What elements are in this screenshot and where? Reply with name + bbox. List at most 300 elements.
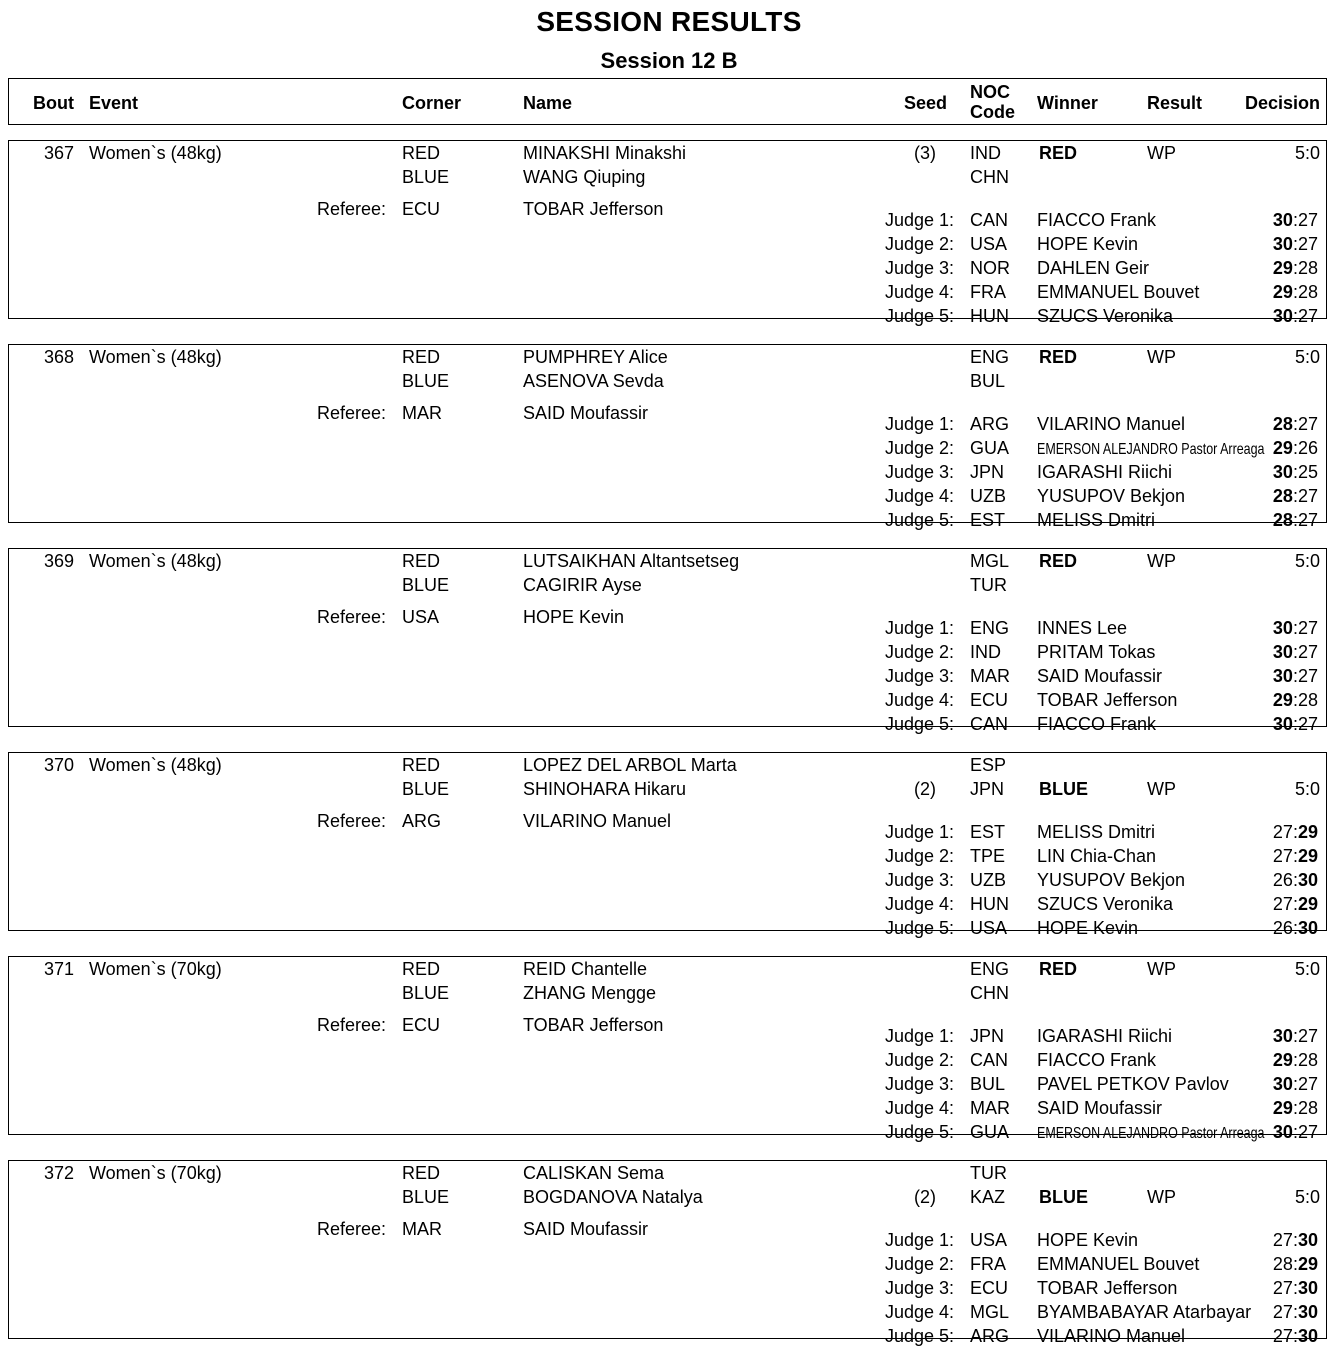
- judge-name: HOPE Kevin: [1037, 918, 1139, 938]
- judge-name: DAHLEN Geir: [1037, 258, 1150, 278]
- judge-label: Judge 2:: [885, 438, 955, 458]
- blue-noc: CHN: [970, 167, 1009, 187]
- judge-name: HOPE Kevin: [1037, 1230, 1139, 1250]
- judge-label: Judge 1:: [885, 618, 955, 638]
- judge-score-red: 30: [1272, 462, 1293, 482]
- score-separator: :: [1292, 870, 1298, 890]
- judge-score-blue: 28: [1297, 282, 1318, 302]
- referee-noc: MAR: [402, 1219, 442, 1239]
- score-separator: :: [1292, 666, 1298, 686]
- judge-name: FIACCO Frank: [1037, 714, 1157, 734]
- referee-noc: ECU: [402, 199, 441, 219]
- referee-name: VILARINO Manuel: [523, 811, 672, 831]
- judge-score-blue: 27: [1297, 1122, 1318, 1142]
- judge-label: Judge 1:: [885, 210, 955, 230]
- referee-label: Referee:: [317, 1219, 387, 1239]
- judge-score: [1273, 1025, 1318, 1047]
- referee-noc: MAR: [402, 403, 442, 423]
- score-separator: :: [1292, 1278, 1298, 1298]
- judge-score-red: 28: [1272, 414, 1293, 434]
- page-subtitle: Session 12 B: [600, 48, 738, 73]
- red-corner-label: RED: [402, 959, 441, 979]
- judge-label: Judge 1:: [885, 1026, 955, 1046]
- score-separator: :: [1292, 462, 1298, 482]
- judge-label: Judge 5:: [885, 918, 955, 938]
- event-name: Women`s (48kg): [89, 755, 222, 775]
- judge-name: SZUCS Veronika: [1037, 894, 1174, 914]
- score-separator: :: [1292, 1326, 1298, 1346]
- judge-score: [1273, 1049, 1318, 1071]
- judge-score-blue: 27: [1297, 1074, 1318, 1094]
- judge-noc: USA: [970, 1230, 1008, 1250]
- judge-label: Judge 2:: [885, 234, 955, 254]
- score-separator: :: [1292, 282, 1298, 302]
- judge-name: FIACCO Frank: [1037, 210, 1157, 230]
- score-separator: :: [1292, 894, 1298, 914]
- judge-noc: UZB: [970, 870, 1006, 890]
- blue-noc: CHN: [970, 983, 1009, 1003]
- judge-noc: ENG: [970, 618, 1010, 638]
- decision-score: 5:0: [1294, 1187, 1320, 1207]
- header-name: Name: [523, 93, 573, 113]
- judge-label: Judge 3:: [885, 258, 955, 278]
- referee-noc: USA: [402, 607, 440, 627]
- score-separator: :: [1292, 510, 1298, 530]
- score-separator: :: [1292, 306, 1298, 326]
- decision-score: 5:0: [1294, 551, 1320, 571]
- judge-name: SAID Moufassir: [1037, 666, 1163, 686]
- judge-noc: ECU: [970, 1278, 1009, 1298]
- judge-score-red: 27: [1272, 1326, 1293, 1346]
- judge-score-blue: 29: [1297, 894, 1318, 914]
- judge-score-blue: 29: [1297, 1254, 1318, 1274]
- judge-name: IGARASHI Riichi: [1037, 1026, 1173, 1046]
- referee-noc: ARG: [402, 811, 442, 831]
- blue-boxer-name: CAGIRIR Ayse: [523, 575, 642, 595]
- result-type: WP: [1147, 347, 1176, 367]
- judge-score: [1273, 665, 1318, 687]
- blue-corner-label: BLUE: [402, 167, 450, 187]
- judge-score-red: 29: [1272, 282, 1293, 302]
- score-separator: :: [1292, 1050, 1298, 1070]
- event-name: Women`s (48kg): [89, 551, 222, 571]
- blue-noc: TUR: [970, 575, 1007, 595]
- judge-score: [1273, 485, 1318, 507]
- judge-name: INNES Lee: [1037, 618, 1128, 638]
- decision-score: 5:0: [1294, 959, 1320, 979]
- judge-score-blue: 28: [1297, 690, 1318, 710]
- judge-noc: FRA: [970, 1254, 1006, 1274]
- judge-score-blue: 29: [1297, 822, 1318, 842]
- judge-score: [1273, 1097, 1318, 1119]
- judge-noc: MGL: [970, 1302, 1010, 1322]
- judge-score-red: 27: [1272, 1230, 1293, 1250]
- judge-score: [1273, 257, 1318, 279]
- score-separator: :: [1292, 486, 1298, 506]
- judge-score-blue: 27: [1297, 618, 1318, 638]
- judge-score: [1273, 1277, 1318, 1299]
- judge-label: Judge 3:: [885, 462, 955, 482]
- judge-score-red: 30: [1272, 1122, 1293, 1142]
- judge-score-red: 30: [1272, 234, 1293, 254]
- judge-score-red: 27: [1272, 894, 1293, 914]
- red-corner-label: RED: [402, 551, 441, 571]
- judge-score-blue: 27: [1297, 1026, 1318, 1046]
- judge-noc: HUN: [970, 894, 1009, 914]
- judge-noc: CAN: [970, 1050, 1009, 1070]
- judge-name: SAID Moufassir: [1037, 1098, 1163, 1118]
- decision-score: 5:0: [1294, 779, 1320, 799]
- judge-name: EMMANUEL Bouvet: [1037, 282, 1200, 302]
- header-result: Result: [1147, 93, 1203, 113]
- judge-name: PRITAM Tokas: [1037, 642, 1156, 662]
- judge-score: [1273, 713, 1318, 735]
- table-header: [8, 78, 1327, 125]
- judge-label: Judge 3:: [885, 870, 955, 890]
- score-separator: :: [1292, 618, 1298, 638]
- judge-score-blue: 27: [1297, 666, 1318, 686]
- result-type: WP: [1147, 143, 1176, 163]
- judge-score-red: 29: [1272, 258, 1293, 278]
- judge-score: [1273, 1253, 1318, 1275]
- judge-label: Judge 2:: [885, 846, 955, 866]
- judge-score-red: 29: [1272, 438, 1293, 458]
- score-separator: :: [1292, 234, 1298, 254]
- red-noc: TUR: [970, 1163, 1007, 1183]
- judge-name: YUSUPOV Bekjon: [1037, 870, 1186, 890]
- judge-score-blue: 28: [1297, 1098, 1318, 1118]
- red-boxer-name: LOPEZ DEL ARBOL Marta: [523, 755, 737, 775]
- judge-score: [1273, 617, 1318, 639]
- judge-score: [1273, 1229, 1318, 1251]
- red-boxer-name: LUTSAIKHAN Altantsetseg: [523, 551, 740, 571]
- red-boxer-name: REID Chantelle: [523, 959, 648, 979]
- judge-score: [1273, 281, 1318, 303]
- blue-boxer-name: ZHANG Mengge: [523, 983, 657, 1003]
- judge-score-red: 28: [1272, 510, 1293, 530]
- judge-name: VILARINO Manuel: [1037, 414, 1186, 434]
- referee-label: Referee:: [317, 1015, 387, 1035]
- bout-block: [8, 1160, 1327, 1346]
- judge-name: BYAMBABAYAR Atarbayar: [1037, 1302, 1252, 1322]
- red-corner-label: RED: [402, 1163, 441, 1183]
- header-bout: Bout: [33, 93, 74, 113]
- judge-label: Judge 4:: [885, 1098, 955, 1118]
- judge-score-red: 26: [1272, 870, 1293, 890]
- blue-seed: (2): [914, 779, 936, 799]
- judge-score-red: 30: [1272, 210, 1293, 230]
- judge-score: [1273, 869, 1318, 891]
- score-separator: :: [1292, 822, 1298, 842]
- judge-score-red: 30: [1272, 618, 1293, 638]
- score-separator: :: [1292, 1026, 1298, 1046]
- header-corner: Corner: [402, 93, 462, 113]
- header-decision: Decision: [1244, 93, 1320, 113]
- referee-label: Referee:: [317, 811, 387, 831]
- judge-label: Judge 4:: [885, 486, 955, 506]
- bout-number: 368: [43, 347, 74, 367]
- judge-score-blue: 27: [1297, 510, 1318, 530]
- judge-noc: NOR: [970, 258, 1010, 278]
- event-name: Women`s (70kg): [89, 1163, 222, 1183]
- blue-seed: (2): [914, 1187, 936, 1207]
- referee-name: SAID Moufassir: [523, 1219, 649, 1239]
- judge-score-red: 26: [1272, 918, 1293, 938]
- judge-name-text: EMERSON ALEJANDRO Pastor Arreaga: [1037, 1125, 1265, 1142]
- event-name: Women`s (48kg): [89, 347, 222, 367]
- judge-label: Judge 2:: [885, 642, 955, 662]
- judge-label: Judge 4:: [885, 282, 955, 302]
- judge-name: MELISS Dmitri: [1037, 822, 1156, 842]
- red-noc: ENG: [970, 959, 1010, 979]
- judge-label: Judge 2:: [885, 1050, 955, 1070]
- score-separator: :: [1292, 1122, 1298, 1142]
- bout-block: [8, 752, 1327, 938]
- result-type: WP: [1147, 959, 1176, 979]
- judge-label: Judge 5:: [885, 714, 955, 734]
- judge-score: [1273, 845, 1318, 867]
- judge-score-red: 30: [1272, 1026, 1293, 1046]
- judge-noc: CAN: [970, 714, 1009, 734]
- judge-label: Judge 1:: [885, 1230, 955, 1250]
- judge-score-blue: 27: [1297, 486, 1318, 506]
- judge-score-red: 27: [1272, 822, 1293, 842]
- red-boxer-name: PUMPHREY Alice: [523, 347, 668, 367]
- judge-score-blue: 30: [1297, 1302, 1318, 1322]
- judge-label: Judge 3:: [885, 666, 955, 686]
- winner-corner: RED: [1039, 959, 1078, 979]
- score-separator: :: [1292, 1098, 1298, 1118]
- judge-label: Judge 5:: [885, 1326, 955, 1346]
- result-type: WP: [1147, 551, 1176, 571]
- judge-name: EMMANUEL Bouvet: [1037, 1254, 1200, 1274]
- page-title: SESSION RESULTS: [536, 6, 802, 37]
- header-winner: Winner: [1037, 93, 1098, 113]
- judge-noc: BUL: [970, 1074, 1006, 1094]
- judge-score-blue: 27: [1297, 714, 1318, 734]
- judge-noc: JPN: [970, 1026, 1005, 1046]
- judge-name: LIN Chia-Chan: [1037, 846, 1157, 866]
- judge-score-red: 30: [1272, 642, 1293, 662]
- score-separator: :: [1292, 642, 1298, 662]
- judge-score: [1273, 641, 1318, 663]
- judge-noc: ARG: [970, 414, 1010, 434]
- blue-corner-label: BLUE: [402, 1187, 450, 1207]
- judge-label: Judge 3:: [885, 1074, 955, 1094]
- judge-score: [1273, 509, 1318, 531]
- judge-score-blue: 27: [1297, 234, 1318, 254]
- winner-corner: BLUE: [1039, 1187, 1088, 1207]
- judge-noc: USA: [970, 918, 1008, 938]
- judge-score: [1273, 821, 1318, 843]
- judge-score: [1273, 305, 1318, 327]
- score-separator: :: [1292, 690, 1298, 710]
- red-corner-label: RED: [402, 143, 441, 163]
- judge-label: Judge 4:: [885, 894, 955, 914]
- bout-block: [8, 140, 1327, 326]
- judge-score: [1273, 1325, 1318, 1347]
- judge-name: MELISS Dmitri: [1037, 510, 1156, 530]
- decision-score: 5:0: [1294, 143, 1320, 163]
- judge-name: VILARINO Manuel: [1037, 1326, 1186, 1346]
- red-boxer-name: MINAKSHI Minakshi: [523, 143, 687, 163]
- winner-corner: BLUE: [1039, 779, 1088, 799]
- score-separator: :: [1292, 918, 1298, 938]
- bout-number: 370: [43, 755, 74, 775]
- judge-name: HOPE Kevin: [1037, 234, 1139, 254]
- winner-corner: RED: [1039, 347, 1078, 367]
- header-noc-line2: Code: [970, 102, 1015, 122]
- judge-label: Judge 5:: [885, 1122, 955, 1142]
- judge-score: [1273, 1121, 1318, 1143]
- judge-score-red: 27: [1272, 846, 1293, 866]
- red-noc: ENG: [970, 347, 1010, 367]
- judge-score-red: 30: [1272, 666, 1293, 686]
- winner-corner: RED: [1039, 143, 1078, 163]
- blue-corner-label: BLUE: [402, 575, 450, 595]
- blue-boxer-name: SHINOHARA Hikaru: [523, 779, 687, 799]
- judge-score: [1273, 917, 1318, 939]
- referee-label: Referee:: [317, 199, 387, 219]
- score-separator: :: [1292, 258, 1298, 278]
- score-separator: :: [1292, 1254, 1298, 1274]
- header-noc-code: [970, 82, 1015, 122]
- judge-score-red: 27: [1272, 1302, 1293, 1322]
- score-separator: :: [1292, 714, 1298, 734]
- referee-name: TOBAR Jefferson: [523, 199, 664, 219]
- judge-score-blue: 30: [1297, 1230, 1318, 1250]
- judge-label: Judge 1:: [885, 822, 955, 842]
- blue-boxer-name: ASENOVA Sevda: [523, 371, 664, 391]
- judge-score-red: 29: [1272, 690, 1293, 710]
- judge-score-blue: 27: [1297, 306, 1318, 326]
- judge-name: TOBAR Jefferson: [1037, 1278, 1178, 1298]
- judge-score-blue: 28: [1297, 1050, 1318, 1070]
- judge-noc: ARG: [970, 1326, 1010, 1346]
- judge-noc: IND: [970, 642, 1001, 662]
- judge-noc: TPE: [970, 846, 1006, 866]
- score-separator: :: [1292, 846, 1298, 866]
- judge-noc: MAR: [970, 1098, 1010, 1118]
- judge-label: Judge 5:: [885, 306, 955, 326]
- judge-name: TOBAR Jefferson: [1037, 690, 1178, 710]
- judge-label: Judge 2:: [885, 1254, 955, 1274]
- blue-corner-label: BLUE: [402, 983, 450, 1003]
- judge-name: FIACCO Frank: [1037, 1050, 1157, 1070]
- judge-noc: JPN: [970, 462, 1005, 482]
- header-noc-line1: NOC: [970, 82, 1010, 102]
- judge-score-blue: 30: [1297, 918, 1318, 938]
- judge-score-blue: 30: [1297, 1278, 1318, 1298]
- blue-noc: JPN: [970, 779, 1005, 799]
- judge-score-red: 30: [1272, 714, 1293, 734]
- bout-number: 367: [43, 143, 74, 163]
- red-noc: MGL: [970, 551, 1010, 571]
- judge-score: [1273, 233, 1318, 255]
- blue-boxer-name: WANG Qiuping: [523, 167, 646, 187]
- judge-score-blue: 30: [1297, 1326, 1318, 1346]
- referee-name: SAID Moufassir: [523, 403, 649, 423]
- judge-label: Judge 5:: [885, 510, 955, 530]
- judge-score-red: 30: [1272, 306, 1293, 326]
- event-name: Women`s (70kg): [89, 959, 222, 979]
- judge-score-blue: 28: [1297, 258, 1318, 278]
- judge-name: SZUCS Veronika: [1037, 306, 1174, 326]
- judge-score-red: 30: [1272, 1074, 1293, 1094]
- judge-score: [1273, 1301, 1318, 1323]
- referee-name: HOPE Kevin: [523, 607, 625, 627]
- judge-score: [1273, 893, 1318, 915]
- score-separator: :: [1292, 1230, 1298, 1250]
- judge-score-blue: 27: [1297, 414, 1318, 434]
- judge-label: Judge 4:: [885, 1302, 955, 1322]
- judge-score: [1273, 1073, 1318, 1095]
- referee-label: Referee:: [317, 607, 387, 627]
- judge-noc: ECU: [970, 690, 1009, 710]
- judge-noc: CAN: [970, 210, 1009, 230]
- score-separator: :: [1292, 438, 1298, 458]
- blue-noc: BUL: [970, 371, 1006, 391]
- judge-score-red: 28: [1272, 1254, 1293, 1274]
- judge-score-blue: 25: [1297, 462, 1318, 482]
- score-separator: :: [1292, 210, 1298, 230]
- judge-score: [1273, 461, 1318, 483]
- judge-noc: USA: [970, 234, 1008, 254]
- blue-noc: KAZ: [970, 1187, 1006, 1207]
- red-seed: (3): [914, 143, 936, 163]
- header-seed: Seed: [904, 93, 948, 113]
- judge-score-red: 29: [1272, 1098, 1293, 1118]
- result-type: WP: [1147, 1187, 1176, 1207]
- judge-score: [1273, 413, 1318, 435]
- red-noc: IND: [970, 143, 1001, 163]
- judge-name: IGARASHI Riichi: [1037, 462, 1173, 482]
- blue-corner-label: BLUE: [402, 371, 450, 391]
- referee-label: Referee:: [317, 403, 387, 423]
- header-event: Event: [89, 93, 139, 113]
- bout-number: 369: [43, 551, 74, 571]
- bout-number: 371: [43, 959, 74, 979]
- judge-noc: GUA: [970, 438, 1010, 458]
- judge-score-red: 28: [1272, 486, 1293, 506]
- judge-noc: HUN: [970, 306, 1009, 326]
- judge-noc: EST: [970, 822, 1006, 842]
- bout-block: [8, 548, 1327, 734]
- judge-name: PAVEL PETKOV Pavlov: [1037, 1074, 1229, 1094]
- judge-label: Judge 1:: [885, 414, 955, 434]
- red-boxer-name: CALISKAN Sema: [523, 1163, 665, 1183]
- judge-label: Judge 4:: [885, 690, 955, 710]
- result-type: WP: [1147, 779, 1176, 799]
- event-name: Women`s (48kg): [89, 143, 222, 163]
- judge-score: [1273, 689, 1318, 711]
- score-separator: :: [1292, 1302, 1298, 1322]
- winner-corner: RED: [1039, 551, 1078, 571]
- referee-name: TOBAR Jefferson: [523, 1015, 664, 1035]
- score-separator: :: [1292, 414, 1298, 434]
- score-separator: :: [1292, 1074, 1298, 1094]
- red-corner-label: RED: [402, 347, 441, 367]
- judge-score-red: 27: [1272, 1278, 1293, 1298]
- judge-noc: FRA: [970, 282, 1006, 302]
- decision-score: 5:0: [1294, 347, 1320, 367]
- judge-name-text: EMERSON ALEJANDRO Pastor Arreaga: [1037, 441, 1265, 458]
- bout-number: 372: [43, 1163, 74, 1183]
- judge-score-blue: 26: [1297, 438, 1318, 458]
- judge-noc: GUA: [970, 1122, 1010, 1142]
- bout-block: [8, 956, 1327, 1142]
- judge-noc: MAR: [970, 666, 1010, 686]
